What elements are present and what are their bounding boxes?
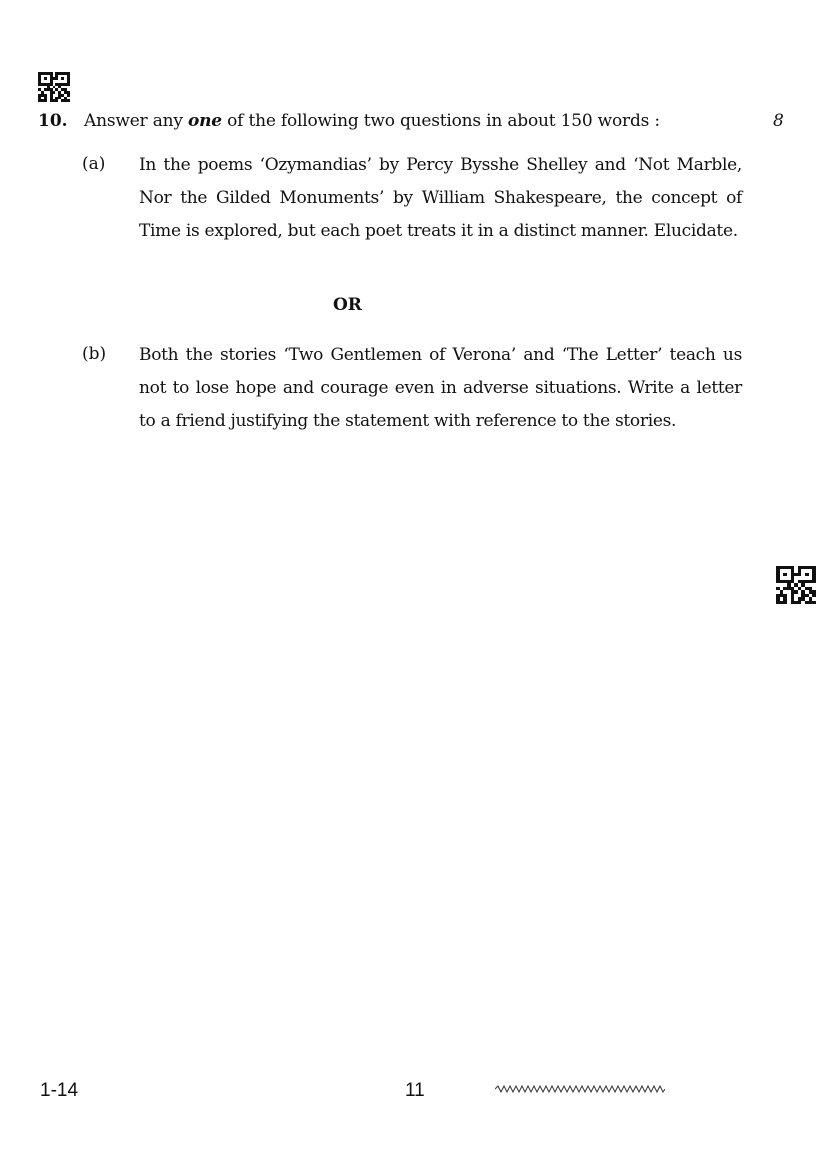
wavy-line-icon	[495, 1084, 665, 1094]
option-a-label: (a)	[82, 154, 106, 174]
option-b-label: (b)	[82, 344, 107, 364]
paper-code: 1-14	[40, 1080, 79, 1101]
qr-code-icon	[38, 72, 70, 102]
question-number: 10.	[38, 111, 68, 131]
instruction-pre: Answer any	[84, 111, 188, 131]
page-number: 11	[405, 1080, 425, 1101]
question-instruction	[84, 111, 660, 131]
option-a-text: In the poems ‘Ozymandias’ by Percy Bysshe Shelley and ‘Not Marble, Nor the Gilded Monuments’ by William Shakespeare, the concept of Time is explored, but each poet treats it in a distinct manner. Elucidate.	[139, 155, 742, 241]
question-marks: 8	[773, 111, 784, 131]
option-b-text: Both the stories ‘Two Gentlemen of Verona’ and ‘The Letter’ teach us not to lose hope and courage even in adverse situations. Write a letter to a friend justifying the statement with reference to the stories.	[139, 345, 742, 431]
instruction-emphasis: one	[187, 111, 222, 131]
instruction-post: of the following two questions in about 150 words :	[221, 111, 660, 131]
or-separator: OR	[333, 295, 362, 315]
qr-code-icon	[776, 566, 816, 604]
